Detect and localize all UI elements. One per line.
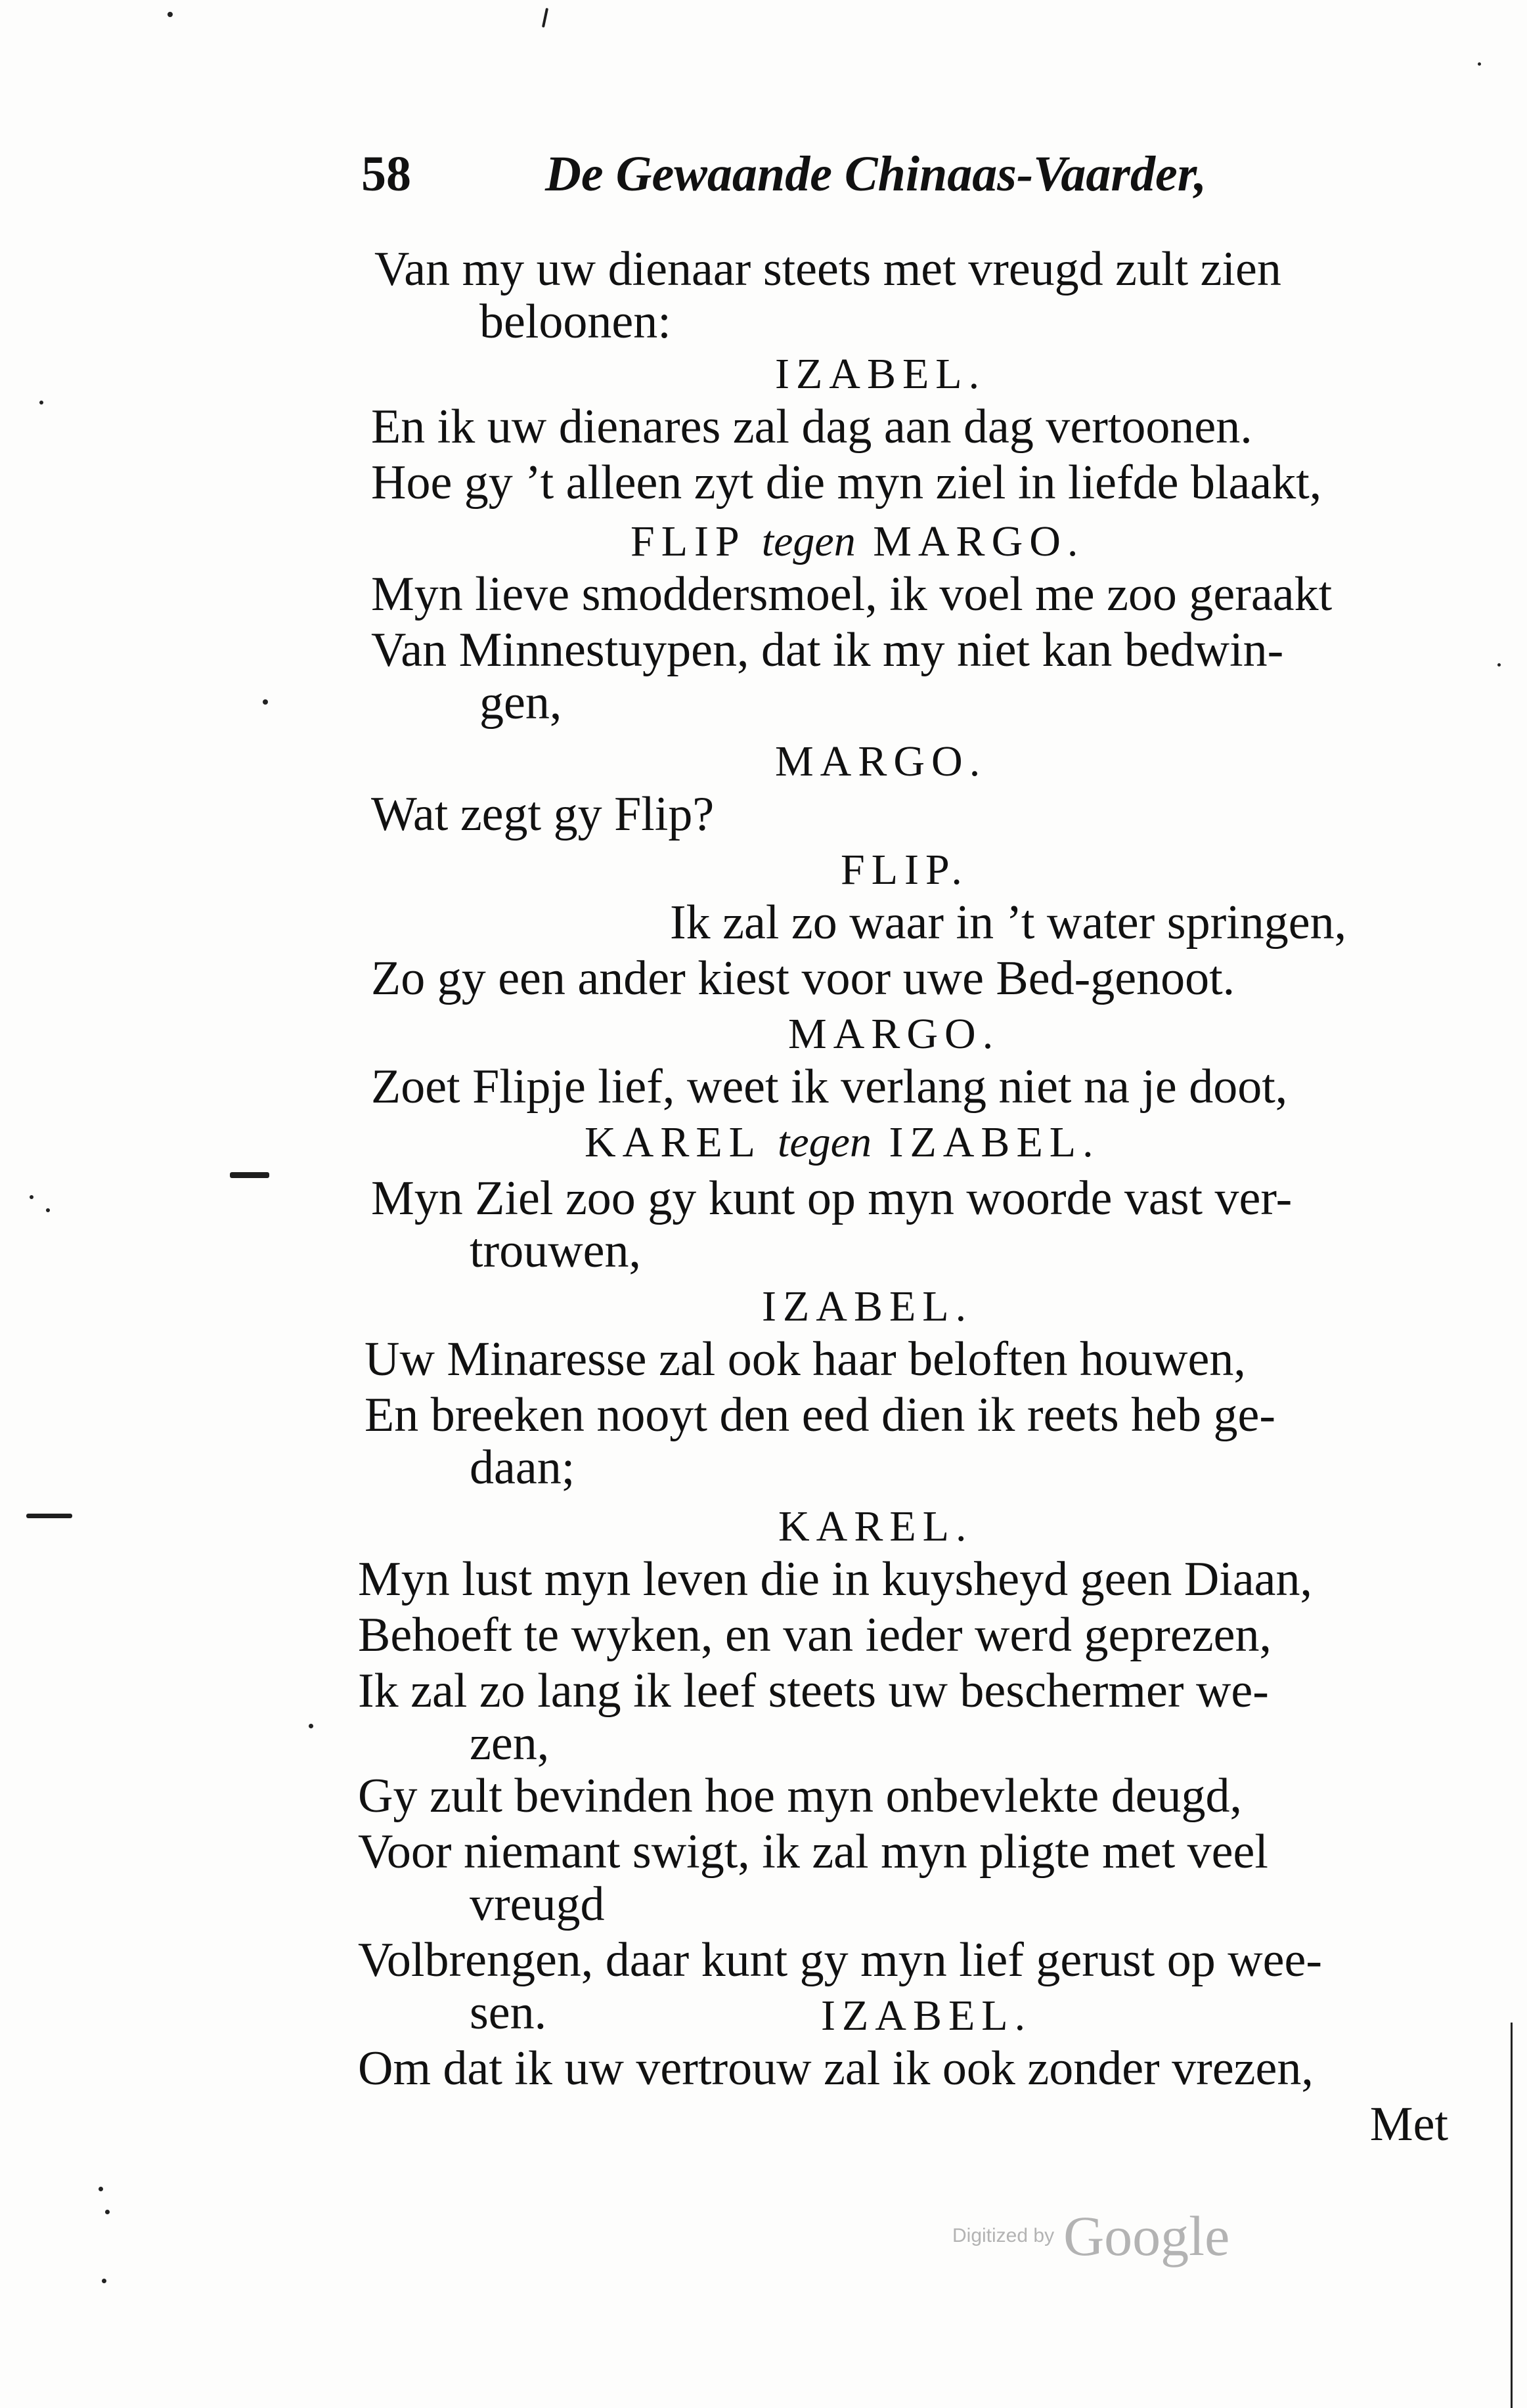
verse-line: Ik zal zo waar in ’t water springen, <box>670 896 1347 950</box>
verse-line: Behoeft te wyken, en van ieder werd geprezen, <box>358 1608 1272 1662</box>
verse-line: gen, <box>479 676 562 730</box>
stage-direction: tegen <box>778 1118 872 1166</box>
speaker-heading <box>585 1116 1100 1169</box>
verse-line: Voor niemant swigt, ik zal myn pligte met veel <box>358 1825 1268 1879</box>
speaker-name: IZABEL. <box>889 1118 1100 1166</box>
scan-speck <box>263 699 268 705</box>
verse-line: Uw Minaresse zal ook haar beloften houwen, <box>365 1332 1246 1386</box>
scan-speck <box>39 401 43 405</box>
verse-line: En breeken nooyt den eed dien ik reets heb ge- <box>365 1388 1275 1442</box>
scan-mark <box>230 1172 269 1178</box>
speaker-name: MARGO. <box>873 517 1085 565</box>
scan-speck <box>105 2210 110 2214</box>
speaker-heading: FLIP. <box>841 846 969 894</box>
verse-line: Hoe gy ’t alleen zyt die myn ziel in liefde blaakt, <box>371 456 1322 510</box>
scan-speck <box>102 2279 106 2283</box>
verse-line: beloonen: <box>479 295 671 349</box>
verse-line: En ik uw dienares zal dag aan dag vertoonen. <box>371 400 1252 454</box>
verse-line: Myn Ziel zoo gy kunt op myn woorde vast ver- <box>371 1171 1293 1225</box>
verse-line: Myn lieve smoddersmoel, ik voel me zoo geraakt <box>371 567 1333 621</box>
catchword: Met <box>1369 2097 1448 2151</box>
verse-line: sen. <box>470 1986 547 2040</box>
stage-direction: tegen <box>761 517 856 565</box>
verse-line: Myn lust myn leven die in kuysheyd geen Diaan, <box>358 1552 1313 1606</box>
scan-speck <box>309 1724 313 1728</box>
speaker-heading: MARGO. <box>775 737 987 785</box>
scan-speck <box>99 2187 103 2191</box>
verse-line: vreugd <box>470 1877 605 1931</box>
speaker-heading <box>631 515 1084 568</box>
page-header <box>361 146 1307 211</box>
speaker-name: FLIP <box>631 517 745 565</box>
scan-speck <box>167 12 173 17</box>
speaker-heading: IZABEL. <box>775 350 986 398</box>
verse-line: Zoet Flipje lief, weet ik verlang niet na je doot, <box>371 1060 1288 1114</box>
verse-line: Om dat ik uw vertrouw zal ik ook zonder vrezen, <box>358 2042 1314 2095</box>
google-logo: Google <box>1063 2204 1230 2267</box>
verse-line: zen, <box>470 1717 550 1770</box>
scan-speck <box>1497 663 1501 667</box>
verse-line: Ik zal zo lang ik leef steets uw beschermer we- <box>358 1664 1269 1718</box>
speaker-heading: MARGO. <box>788 1010 1000 1058</box>
speaker-heading: KAREL. <box>778 1502 973 1550</box>
digitization-watermark <box>952 2203 1229 2269</box>
verse-line: Gy zult bevinden hoe myn onbevlekte deugd, <box>358 1769 1243 1823</box>
speaker-heading: IZABEL. <box>762 1282 973 1330</box>
watermark-prefix: Digitized by <box>952 2225 1055 2246</box>
verse-line: trouwen, <box>470 1224 641 1278</box>
scan-speck <box>1478 62 1481 66</box>
scan-mark <box>542 8 548 28</box>
verse-line: Van my uw dienaar steets met vreugd zult zien <box>374 242 1281 296</box>
verse-line: Wat zegt gy Flip? <box>371 787 715 841</box>
page-edge <box>1511 2023 1513 2408</box>
speaker-heading: IZABEL. <box>821 1992 1032 2040</box>
running-head: De Gewaande Chinaas-Vaarder, <box>545 146 1207 202</box>
verse-line: daan; <box>470 1441 575 1495</box>
speaker-name: KAREL <box>585 1118 761 1166</box>
verse-line: Van Minnestuypen, dat ik my niet kan bedwin- <box>371 623 1284 677</box>
verse-line: Zo gy een ander kiest voor uwe Bed-genoot. <box>371 952 1235 1005</box>
scan-speck <box>30 1195 33 1199</box>
scan-speck <box>46 1208 50 1212</box>
page-number: 58 <box>361 146 411 202</box>
verse-line: Volbrengen, daar kunt gy myn lief gerust op wee- <box>358 1933 1322 1987</box>
scan-mark <box>26 1514 72 1518</box>
